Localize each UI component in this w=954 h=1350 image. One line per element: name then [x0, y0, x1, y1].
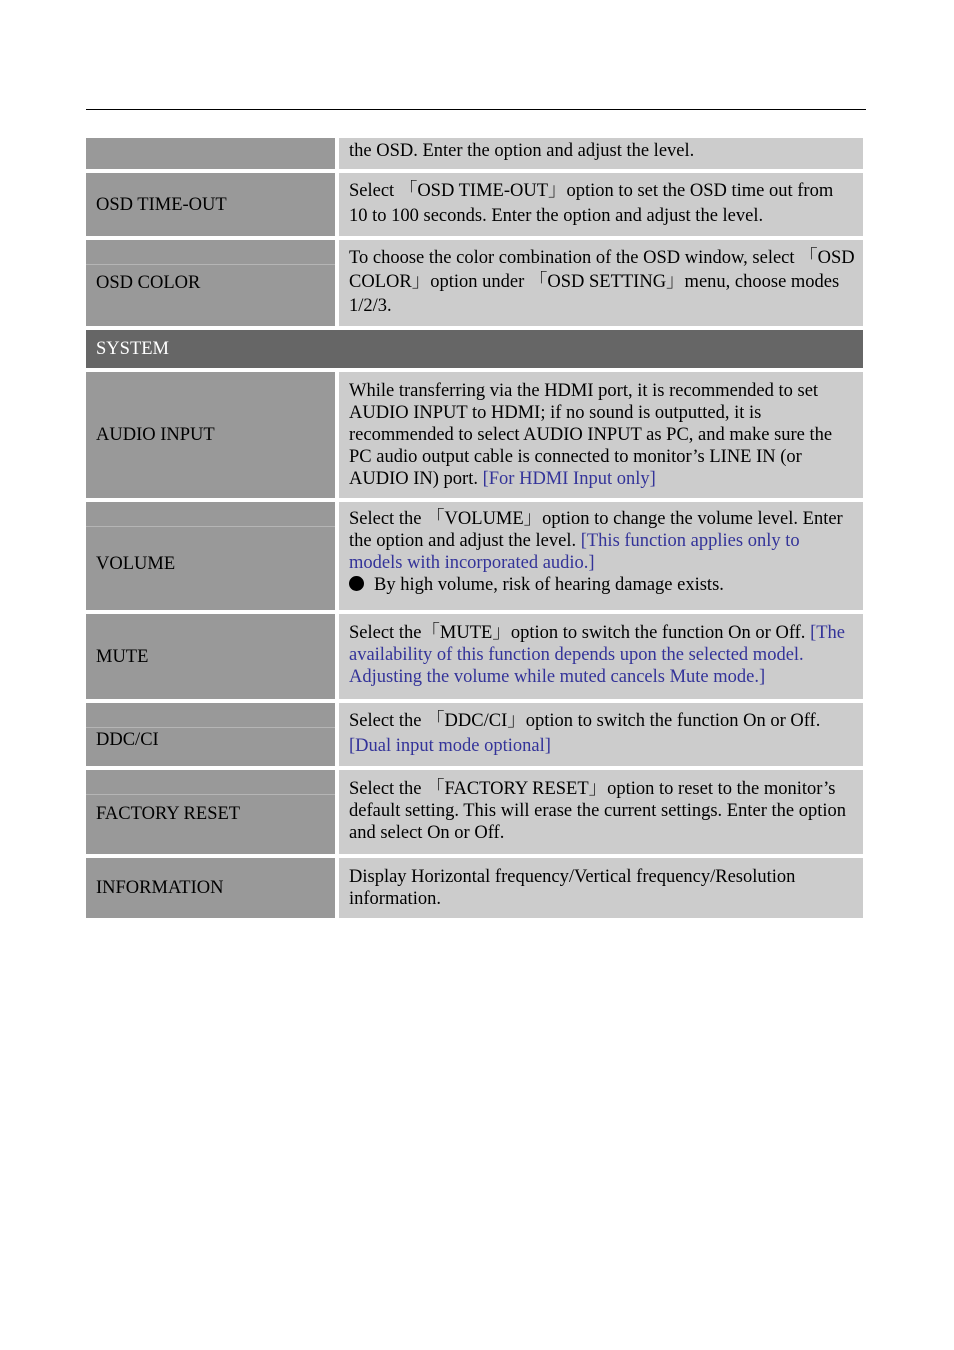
row-description [339, 614, 863, 699]
row-label-text: AUDIO INPUT [96, 425, 215, 445]
row-label [86, 372, 335, 498]
row-description [339, 173, 863, 236]
row-label-text: OSD TIME-OUT [96, 194, 227, 215]
row-description-text: While transferring via the HDMI port, it is recommended to set AUDIO INPUT to HDMI; if no sound is outputted, it is recommended to select AUDIO INPUT as PC, and make sure the PC audio output cable is connected to monitor’s LINE IN (or AUDIO IN) port. [349, 381, 833, 489]
table-row [86, 770, 863, 854]
row-description-text: To choose the color combination of the OSD window, select 「OSD COLOR」option under 「OSD SETTING」menu, choose modes 1/2/3. [349, 248, 855, 316]
row-description-text: Select the 「FACTORY RESET」option to reset to the monitor’s default setting. This will erase the current settings. Enter the option and select On or Off. [349, 779, 846, 843]
warning-line [349, 574, 855, 596]
row-description-text: the OSD. Enter the option and adjust the level. [349, 141, 695, 161]
section-header-system [86, 330, 863, 368]
header-rule [86, 109, 866, 110]
table-row [86, 240, 863, 326]
bullet-icon [349, 576, 364, 591]
row-description-text: Select 「OSD TIME-OUT」option to set the OSD time out from 10 to 100 seconds. Enter the option and adjust the level. [349, 181, 834, 226]
row-label [86, 770, 335, 854]
table-row [86, 372, 863, 498]
row-note-text: [The availability of this function depends upon the selected model. Adjusting the volume while muted cancels Mute mode.] [349, 623, 845, 687]
warning-text: By high volume, risk of hearing damage exists. [374, 575, 724, 595]
osd-menu-table [86, 138, 863, 922]
table-row [86, 858, 863, 918]
row-description [339, 138, 863, 169]
table-row [86, 502, 863, 610]
row-label [86, 614, 335, 699]
row-description-text: Select the「MUTE」option to switch the function On or Off. [349, 623, 806, 643]
row-label [86, 240, 335, 326]
row-label-text: MUTE [96, 646, 149, 667]
table-row [86, 173, 863, 236]
row-description-text: Select the 「VOLUME」option to change the volume level. Enter the option and adjust the level. [349, 509, 843, 551]
row-description [339, 240, 863, 326]
row-label [86, 703, 335, 766]
row-label-text: VOLUME [96, 554, 176, 574]
row-label [86, 173, 335, 236]
row-description-text: Display Horizontal frequency/Vertical frequency/Resolution information. [349, 867, 796, 909]
row-description [339, 858, 863, 918]
table-row [86, 703, 863, 766]
row-label-text: FACTORY RESET [96, 804, 241, 824]
table-row [86, 614, 863, 699]
table-row [86, 138, 863, 169]
row-label [86, 858, 335, 918]
row-description [339, 770, 863, 854]
row-description [339, 502, 863, 610]
row-label [86, 138, 335, 169]
row-label-text: OSD COLOR [96, 273, 201, 293]
section-title: SYSTEM [96, 338, 169, 359]
row-description [339, 703, 863, 766]
row-note-text: [Dual input mode optional] [349, 736, 551, 756]
row-label [86, 502, 335, 610]
row-label-text: INFORMATION [96, 878, 224, 898]
row-description-text: Select the 「DDC/CI」option to switch the function On or Off. [349, 711, 821, 731]
row-note-text: [This function applies only to models with incorporated audio.] [349, 531, 800, 573]
row-description [339, 372, 863, 498]
row-label-text: DDC/CI [96, 729, 159, 750]
row-note-text: [For HDMI Input only] [482, 469, 656, 489]
